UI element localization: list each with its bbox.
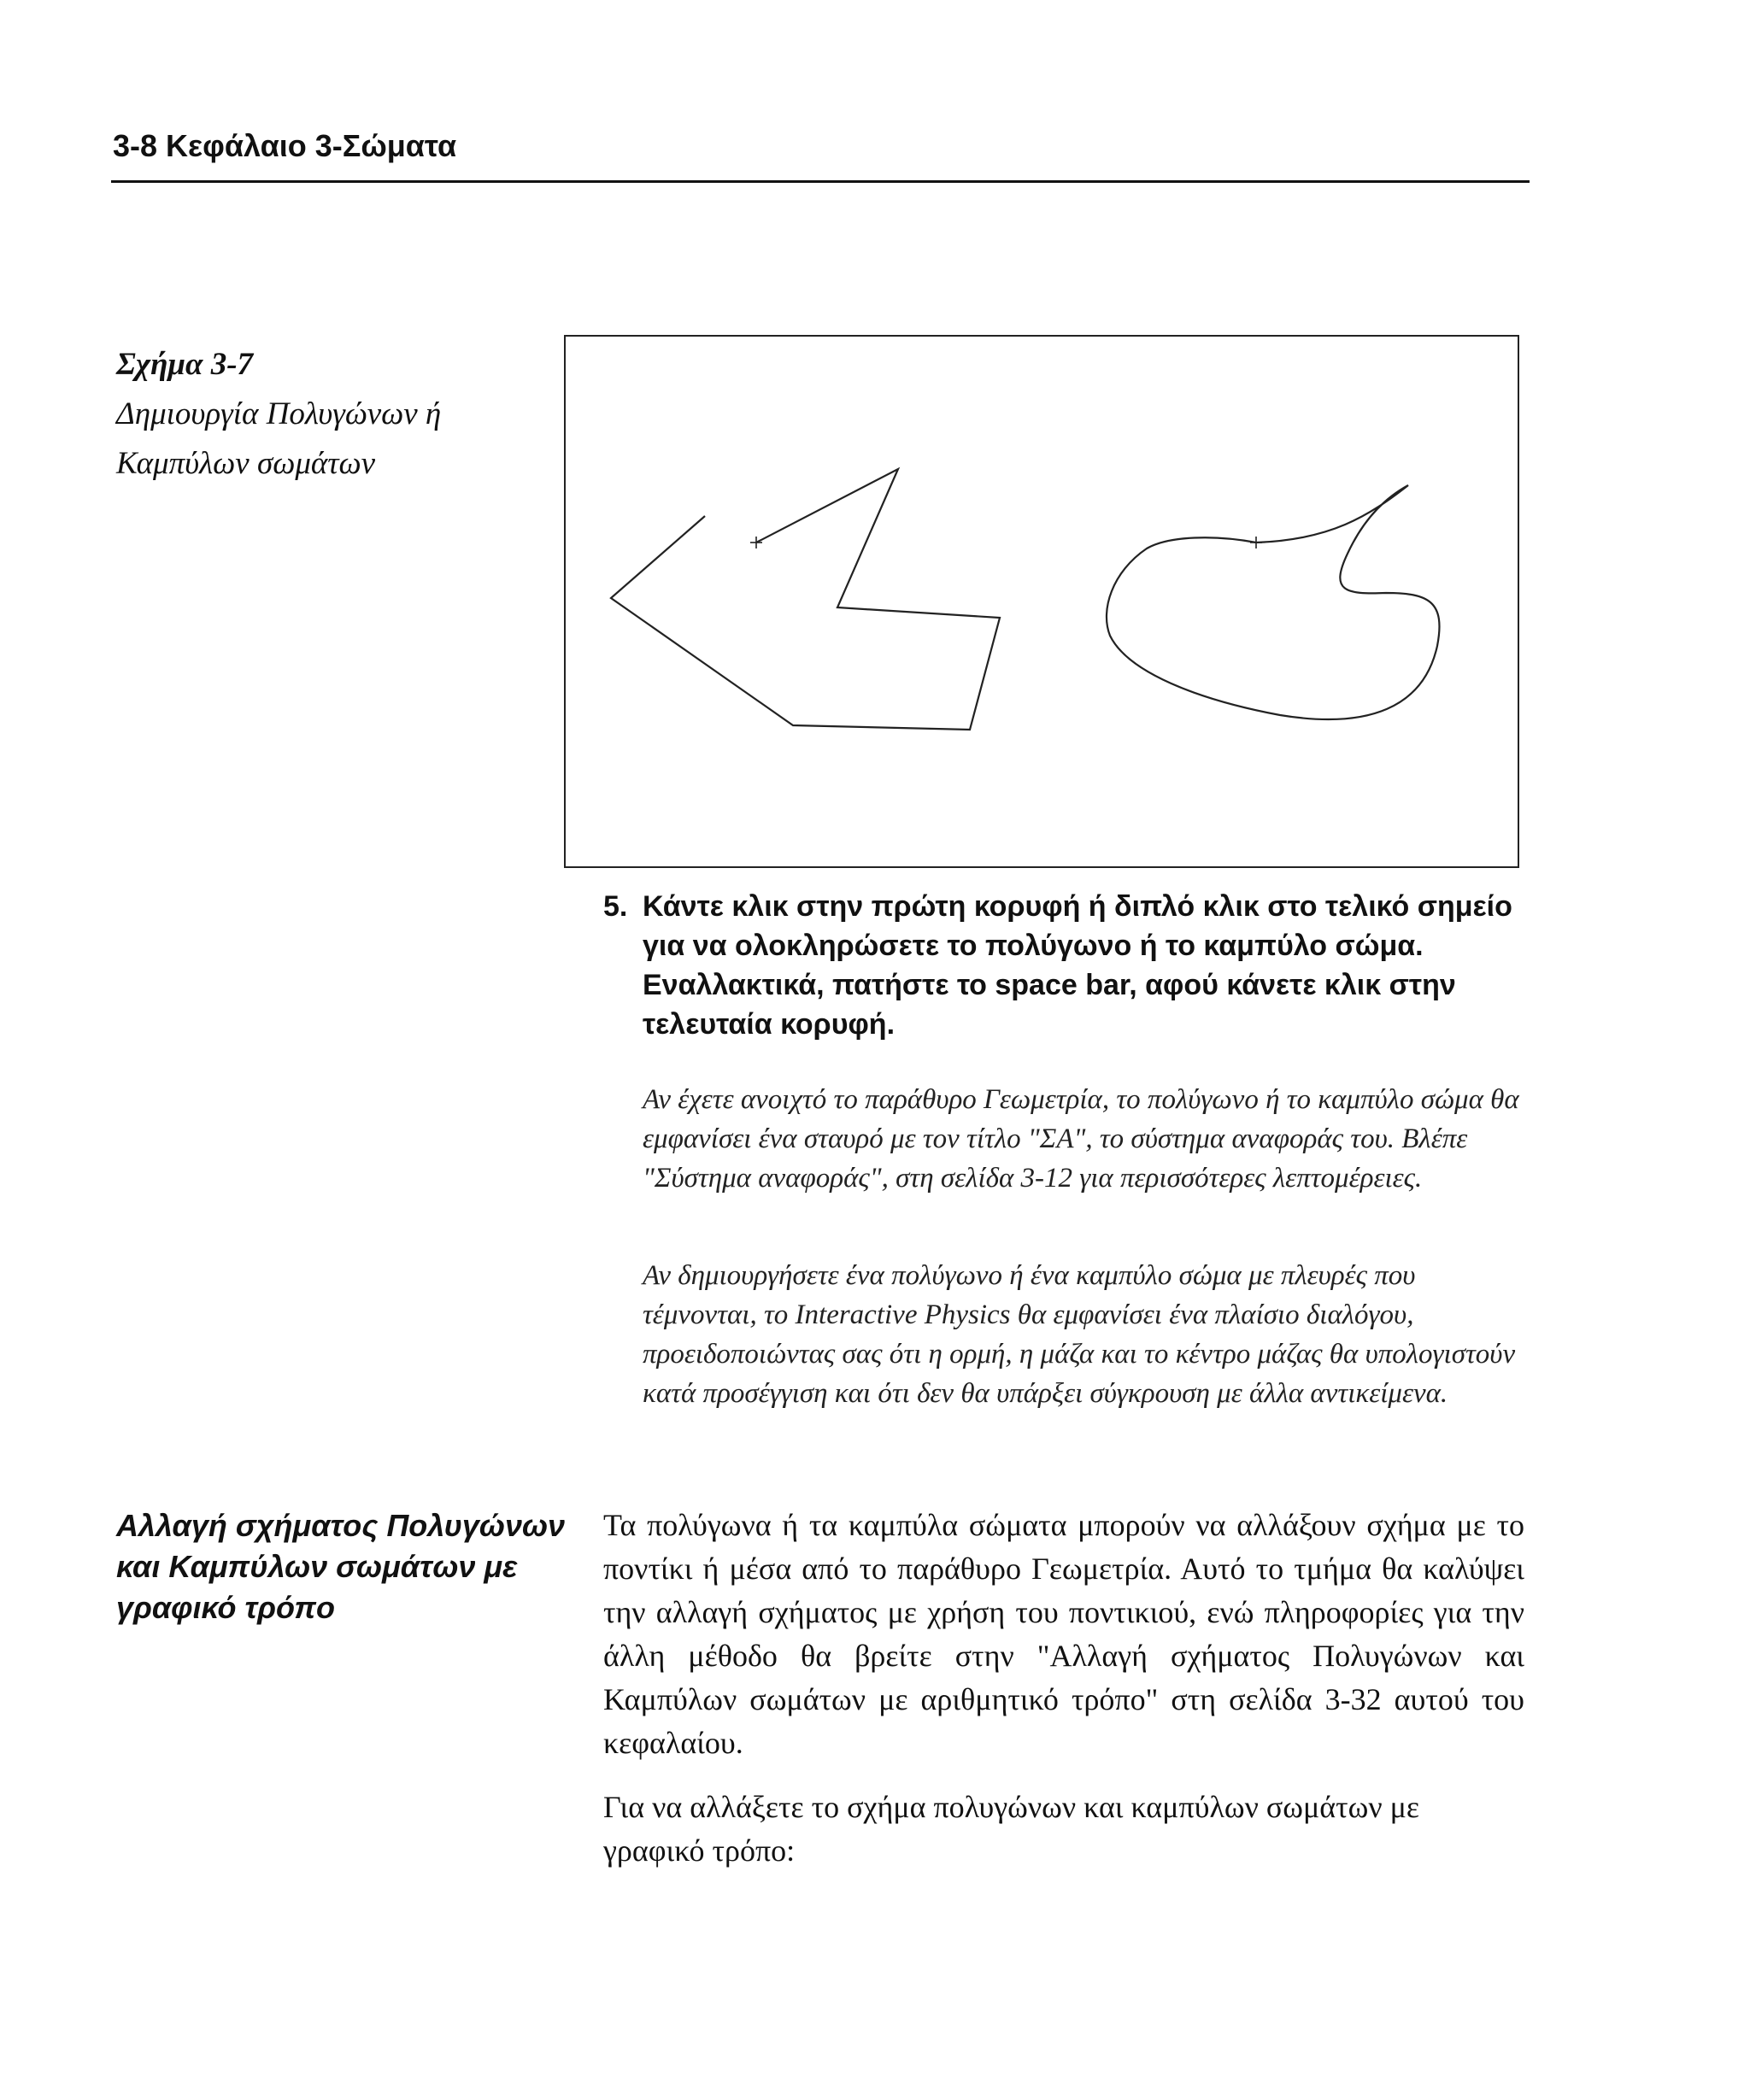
step-5: [603, 887, 1543, 1044]
running-head: 3-8 Κεφάλαιο 3-Σώματα: [113, 128, 457, 163]
step-text: Κάντε κλικ στην πρώτη κορυφή ή διπλό κλικ στο τελικό σημείο για να ολοκληρώσετε το πολύγωνο ή το καμπύλο σώμα. Εναλλακτικά, πατήστε το space bar, αφού κάνετε κλικ στην τελευταία κορυφή.: [643, 890, 1512, 1041]
curved-body-start-cross: [1250, 537, 1262, 548]
figure-caption-line: Καμπύλων σωμάτων: [116, 446, 376, 481]
figure-caption-line: Δημιουργία Πολυγώνων ή: [116, 396, 442, 431]
curved-body-outline: [1107, 485, 1440, 719]
polygon-in-progress: [611, 469, 1000, 730]
note-reference-system: Αν έχετε ανοιχτό το παράθυρο Γεωμετρία, το πολύγωνο ή το καμπύλο σώμα θα εμφανίσει ένα σταυρό με τον τίτλο "ΣΑ", το σύστημα αναφοράς του. Βλέπε "Σύστημα αναφοράς", στη σελίδα 3-12 για περισσότερες λεπτομέρειες.: [643, 1084, 1519, 1194]
figure-number: Σχήμα 3-7: [116, 347, 254, 382]
figure-drawing: [566, 337, 1518, 866]
note-intersecting-sides: Αν δημιουργήσετε ένα πολύγωνο ή ένα καμπύλο σώμα με πλευρές που τέμνονται, το Interactive Physics θα εμφανίσει ένα πλαίσιο διαλόγου, προειδοποιώντας σας ότι η ορμή, η μάζα και το κέντρο μάζας θα υπολογιστούν κατά προσέγγιση και ότι δεν θα υπάρξει σύγκρουση με άλλα αντικείμενα.: [643, 1260, 1516, 1409]
section-side-heading: Αλλαγή σχήματος Πολυγώνων και Καμπύλων σωμάτων με γραφικό τρόπο: [116, 1508, 566, 1625]
polygon-start-cross: [750, 537, 762, 548]
section-paragraph: Για να αλλάξετε το σχήμα πολυγώνων και καμπύλων σωμάτων με γραφικό τρόπο:: [603, 1790, 1420, 1868]
figure-illustration: [564, 335, 1519, 868]
header-rule: [111, 180, 1530, 183]
section-paragraph: Τα πολύγωνα ή τα καμπύλα σώματα μπορούν να αλλάξουν σχήμα με το ποντίκι ή μέσα από το παράθυρο Γεωμετρία. Αυτό το τμήμα θα καλύψει την αλλαγή σχήματος με χρήση του ποντικιού, ενώ πληροφορίες για την άλλη μέθοδο θα βρείτε στην "Αλλαγή σχήματος Πολυγώνων και Καμπύλων σωμάτων με αριθμητικό τρόπο" στη σελίδα 3-32 αυτού του κεφαλαίου.: [603, 1508, 1524, 1760]
figure-caption: [116, 340, 561, 489]
step-number: 5.: [603, 890, 628, 923]
